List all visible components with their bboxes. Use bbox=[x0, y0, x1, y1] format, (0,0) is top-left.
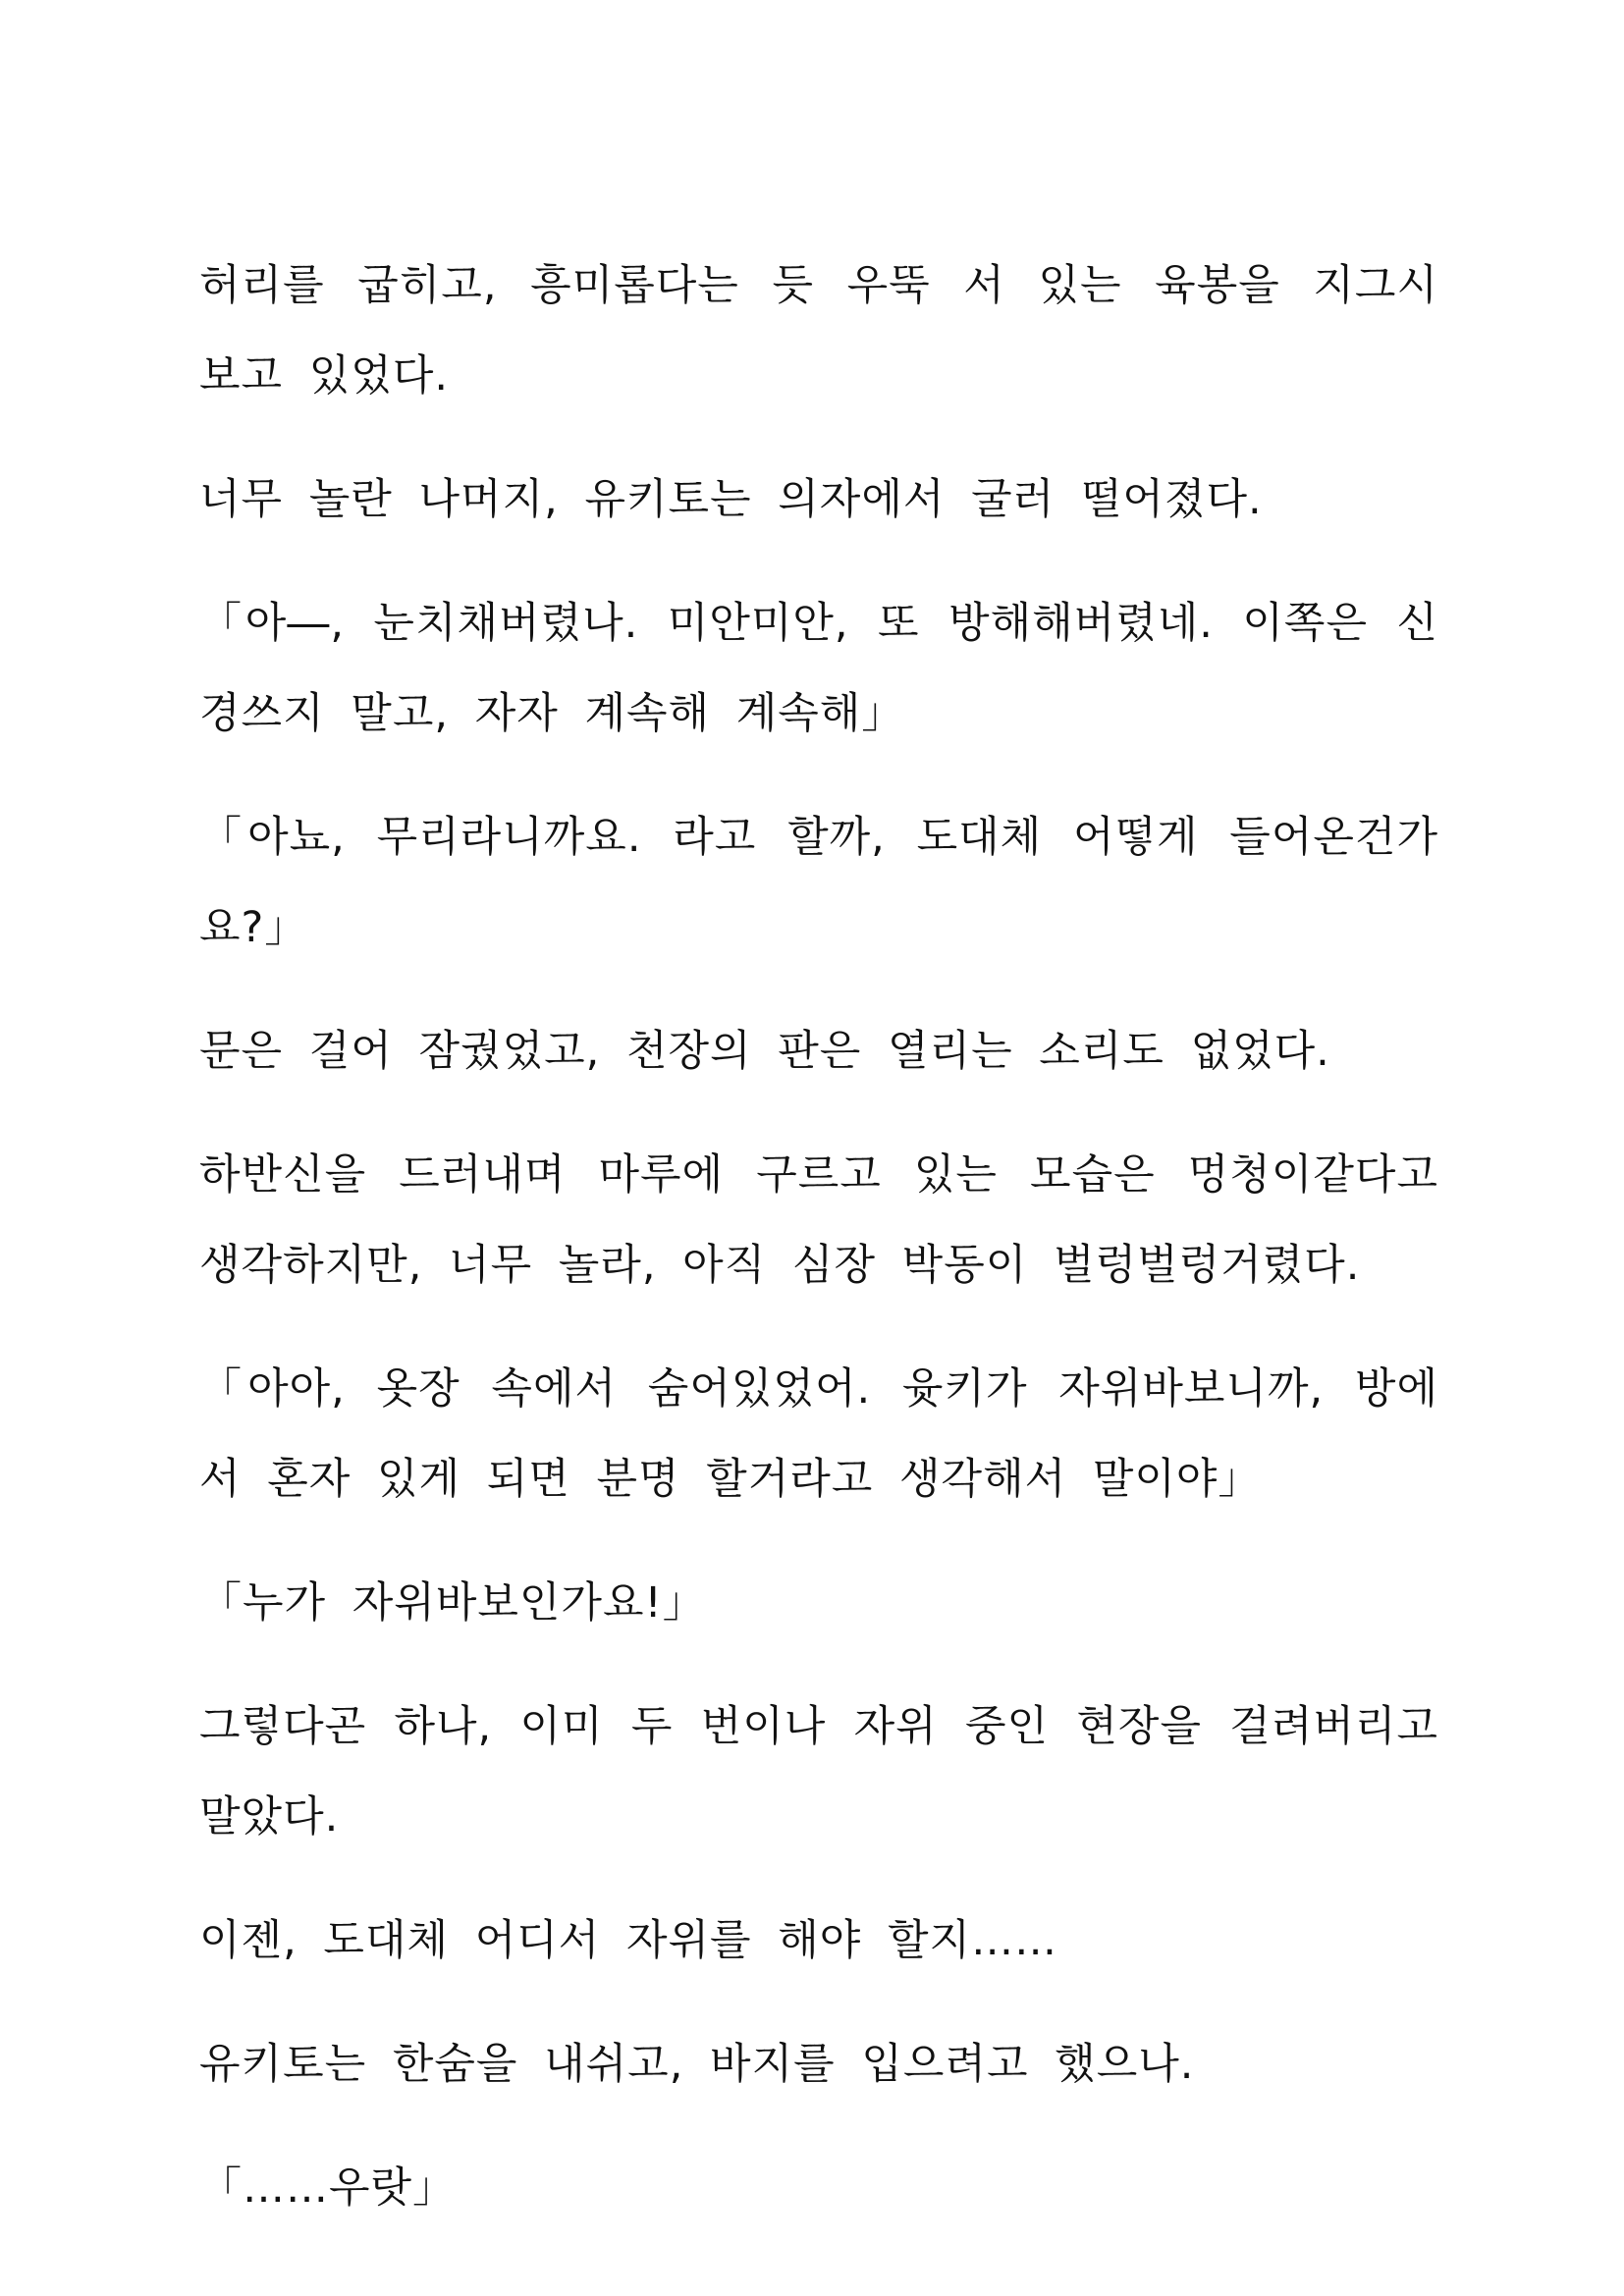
paragraph: 너무 놀란 나머지, 유키토는 의자에서 굴러 떨어졌다. bbox=[199, 475, 1263, 524]
body-text bbox=[199, 240, 1438, 2267]
paragraph: 「……우랏」 bbox=[199, 2163, 457, 2213]
paragraph: 이젠, 도대체 어디서 자위를 해야 할지…… bbox=[199, 1916, 1058, 1965]
paragraph: 그렇다곤 하나, 이미 두 번이나 자위 중인 현장을 걸려버리고 말았다. bbox=[199, 1702, 1438, 1842]
paragraph: 「아―, 눈치채버렸나. 미안미안, 또 방해해버렸네. 이쪽은 신경쓰지 말고, 자자 계속해 계속해」 bbox=[199, 599, 1438, 738]
paragraph: 「아뇨, 무리라니까요. 라고 할까, 도대체 어떻게 들어온건가요?」 bbox=[199, 813, 1438, 952]
paragraph: 유키토는 한숨을 내쉬고, 바지를 입으려고 했으나. bbox=[199, 2040, 1195, 2089]
paragraph: 문은 걸어 잠궜었고, 천장의 판은 열리는 소리도 없었다. bbox=[199, 1027, 1330, 1076]
paragraph: 「누가 자위바보인가요!」 bbox=[199, 1578, 706, 1628]
paragraph: 하반신을 드러내며 마루에 구르고 있는 모습은 멍청이같다고 생각하지만, 너무 놀라, 아직 심장 박동이 벌렁벌렁거렸다. bbox=[199, 1150, 1438, 1290]
paragraph: 「아아, 옷장 속에서 숨어있었어. 윳키가 자위바보니까, 방에서 혼자 있게 되면 분명 할거라고 생각해서 말이야」 bbox=[199, 1364, 1438, 1504]
paragraph: 허리를 굽히고, 흥미롭다는 듯 우뚝 서 있는 육봉을 지그시 보고 있었다. bbox=[199, 261, 1438, 400]
